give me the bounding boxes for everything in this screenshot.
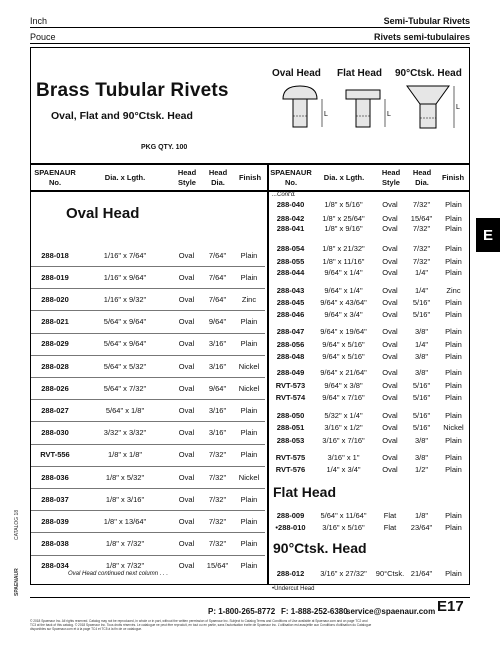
cell-dia-length: 9/64" x 1/4" <box>324 285 363 295</box>
page-subtitle: Oval, Flat and 90°Ctsk. Head <box>51 110 193 122</box>
cell-finish: Plain <box>445 410 462 420</box>
continued-note: Oval Head continued next column . . . <box>68 571 169 577</box>
cell-finish: Nickel <box>238 361 260 371</box>
table-row <box>31 444 265 466</box>
cell-dia-length: 1/8" x 5/16" <box>324 199 363 209</box>
cell-finish: Plain <box>445 452 462 462</box>
cell-part-number: RVT-575 <box>275 452 306 462</box>
cell-head-style: Oval <box>382 267 398 277</box>
spine-catalog-code: CATALOG 18 <box>14 509 20 540</box>
cell-finish: Plain <box>445 392 462 402</box>
cell-part-number: 288-018 <box>41 250 69 260</box>
cell-finish: Plain <box>445 568 462 578</box>
cell-finish: Plain <box>445 267 462 277</box>
cell-part-number: 288-055 <box>276 256 305 266</box>
cell-part-number: 288-020 <box>41 294 69 304</box>
cell-dia-length: 3/16" x 27/32" <box>320 568 367 578</box>
copyright-line-3: disponibles sur Spaenaur.com et à la page TC4 et TC5 à la fin de ce catalogue. <box>30 627 143 631</box>
section-tab-e[interactable]: E <box>476 218 500 252</box>
cell-head-dia: 5/16" <box>412 297 431 307</box>
cell-dia-length: 1/4" x 3/4" <box>326 464 361 474</box>
cell-part-number: 288-039 <box>41 516 69 526</box>
cell-part-number: RVT-576 <box>275 464 306 474</box>
cell-finish: Plain <box>445 522 462 532</box>
cell-head-dia: 1/4" <box>414 339 429 349</box>
cell-part-number: 288-042 <box>276 213 305 223</box>
cell-part-number: 288-049 <box>276 367 305 377</box>
cell-head-dia: 7/64" <box>208 294 227 304</box>
cell-finish: Plain <box>240 450 258 460</box>
cell-head-dia: 15/64" <box>206 561 229 571</box>
spine-brand: SPAENAUR <box>14 568 20 596</box>
cell-head-dia: 7/32" <box>208 539 227 549</box>
cell-finish: Plain <box>445 309 462 319</box>
cell-part-number: 288-048 <box>276 351 305 361</box>
cell-part-number: RVT-573 <box>275 380 306 390</box>
cell-part-number: 288-043 <box>276 285 305 295</box>
cell-head-style: Oval <box>382 309 398 319</box>
cell-head-dia: 7/32" <box>208 450 227 460</box>
cell-finish: Plain <box>445 243 462 253</box>
cell-head-style: Oval <box>382 435 398 445</box>
cell-dia-length: 3/32" x 3/32" <box>103 428 147 438</box>
cell-finish: Plain <box>445 326 462 336</box>
cell-dia-length: 9/64" x 1/4" <box>324 267 363 277</box>
footer-phone: P: 1-800-265-8772 <box>208 607 276 616</box>
cell-finish: Zinc <box>446 285 461 295</box>
undercut-note: •Undercut Head <box>272 586 315 592</box>
cell-dia-length: 9/64" x 5/16" <box>322 339 365 349</box>
cell-head-style: Oval <box>178 294 195 304</box>
cell-part-number: 288-054 <box>276 243 305 253</box>
cell-dia-length: 9/64" x 5/16" <box>322 351 365 361</box>
cell-dia-length: 5/64" x 1/8" <box>105 405 145 415</box>
cell-head-style: Flat <box>383 510 397 520</box>
diagram-label-oval: Oval Head <box>272 68 321 79</box>
cell-head-dia: 15/64" <box>410 213 433 223</box>
cell-finish: Plain <box>240 250 258 260</box>
cell-dia-length: 1/8" x 5/32" <box>105 472 145 482</box>
cell-finish: Plain <box>240 405 258 415</box>
table-top-rule <box>30 163 470 165</box>
cell-head-style: Oval <box>178 428 195 438</box>
cell-head-style: Oval <box>382 380 398 390</box>
cell-head-style: Oval <box>382 256 398 266</box>
cell-finish: Plain <box>240 272 258 282</box>
table-row <box>31 355 265 377</box>
cell-head-dia: 1/2" <box>414 464 429 474</box>
table-row <box>31 510 265 532</box>
cell-part-number: 288-040 <box>276 199 305 209</box>
col-header-no-right: SPAENAUR No. <box>270 168 312 187</box>
table-row <box>31 488 265 510</box>
cell-part-number: RVT-574 <box>275 392 306 402</box>
cell-finish: Plain <box>240 494 258 504</box>
cell-head-style: Oval <box>382 297 398 307</box>
cell-dia-length: 9/64" x 7/16" <box>322 392 365 402</box>
cell-head-style: Oval <box>178 383 195 393</box>
cell-head-style: Oval <box>382 422 398 432</box>
table-row <box>31 399 265 421</box>
cell-finish: Plain <box>445 367 462 377</box>
ctsk-length-label: L <box>456 104 460 111</box>
cell-dia-length: 1/8" x 11/16" <box>322 256 365 266</box>
cell-head-style: Oval <box>382 339 398 349</box>
header-unit-en: Inch <box>30 16 48 26</box>
cell-finish: Plain <box>240 339 258 349</box>
package-quantity: PKG QTY. 100 <box>141 144 188 151</box>
cell-head-dia: 7/32" <box>208 494 227 504</box>
table-row <box>269 562 469 584</box>
header-rule-1 <box>30 27 470 28</box>
cell-finish: Plain <box>240 516 258 526</box>
cell-finish: Zinc <box>241 294 257 304</box>
cell-dia-length: 5/64" x 7/32" <box>103 383 147 393</box>
diagram-label-ctsk: 90°Ctsk. Head <box>395 68 462 79</box>
cell-head-dia: 1/8" <box>414 510 429 520</box>
col-header-finish-right: Finish <box>441 173 465 182</box>
flat-head-rivet-diagram <box>343 84 393 136</box>
page-header-row-1 <box>30 16 470 26</box>
cell-head-style: Oval <box>178 561 195 571</box>
cell-finish: Plain <box>445 199 462 209</box>
cell-part-number: 288-021 <box>41 317 69 327</box>
cell-finish: Plain <box>240 428 258 438</box>
cell-dia-length: 1/16" x 9/64" <box>103 272 147 282</box>
table-row <box>269 217 469 239</box>
cell-dia-length: 9/64" x 19/64" <box>320 326 367 336</box>
cell-head-style: Oval <box>178 317 195 327</box>
cell-part-number: 288-029 <box>41 339 69 349</box>
cell-part-number: 288-009 <box>276 510 305 520</box>
cell-head-dia: 23/64" <box>410 522 433 532</box>
cell-head-dia: 7/64" <box>208 272 227 282</box>
header-rule-2 <box>30 43 470 44</box>
col-header-head-dia-right: Head Dia. <box>412 168 432 187</box>
cell-part-number: 288-036 <box>41 472 69 482</box>
cell-dia-length: 1/8" x 1/8" <box>107 450 143 460</box>
cell-dia-length: 5/64" x 5/32" <box>103 361 147 371</box>
cell-head-style: Oval <box>382 392 398 402</box>
countersunk-rivet-diagram <box>405 84 461 136</box>
cell-dia-length: 9/64" x 3/4" <box>324 309 363 319</box>
cell-finish: Plain <box>445 223 462 233</box>
oval-length-label: L <box>324 111 328 118</box>
cell-head-dia: 3/16" <box>208 428 227 438</box>
cell-head-style: Oval <box>178 272 195 282</box>
cell-head-style: Oval <box>178 405 195 415</box>
footer-fax: F: 1-888-252-6380 <box>281 607 348 616</box>
cell-part-number: 288-027 <box>41 405 69 415</box>
cell-head-style: Oval <box>178 516 195 526</box>
cell-dia-length: 9/64" x 3/8" <box>324 380 363 390</box>
copyright-line-1: © 2018 Spaenaur Inc. All rights reserved. Catalog may not be reproduced, in whole or in part, without the written permission of Spaenaur Inc. Subject to Catalog Terms and Conditions of Use available at Spaenaur.com and on page TC2 and <box>30 619 368 623</box>
cell-head-style: Oval <box>178 472 195 482</box>
table-row <box>269 458 469 480</box>
header-unit-fr: Pouce <box>30 32 56 42</box>
table-row <box>31 466 265 488</box>
cell-head-style: Flat <box>383 522 397 532</box>
section-title-ctsk: 90°Ctsk. Head <box>273 540 367 556</box>
cell-finish: Plain <box>445 510 462 520</box>
cell-head-style: Oval <box>382 410 398 420</box>
cell-head-dia: 9/64" <box>208 317 227 327</box>
cell-head-dia: 5/16" <box>412 410 431 420</box>
cell-head-dia: 7/32" <box>208 516 227 526</box>
cell-head-dia: 3/8" <box>414 367 429 377</box>
footer-rule <box>30 597 470 598</box>
cell-dia-length: 1/16" x 7/64" <box>103 250 147 260</box>
diagram-label-flat: Flat Head <box>337 68 383 79</box>
cell-dia-length: 1/16" x 9/32" <box>103 294 147 304</box>
table-row <box>269 516 469 538</box>
left-header-rule <box>30 190 267 192</box>
cell-dia-length: 1/8" x 3/16" <box>105 494 145 504</box>
cell-head-dia: 5/16" <box>412 422 431 432</box>
cell-part-number: 288-056 <box>276 339 305 349</box>
cell-finish: Plain <box>445 380 462 390</box>
cell-part-number: 288-041 <box>276 223 305 233</box>
footer-email[interactable]: service@spaenaur.com <box>346 607 436 616</box>
cell-head-style: Oval <box>382 326 398 336</box>
cell-part-number: 288-030 <box>41 428 69 438</box>
cell-dia-length: 1/8" x 13/64" <box>103 516 147 526</box>
cell-dia-length: 9/64" x 21/64" <box>320 367 367 377</box>
copyright-line-2: TC3 at the back of this catalog. © 2018 Spaenaur Inc. Tous droits réservés. Le catalogue ne peut être reproduit, en tout ou en partie, sans l'autorisation écrite de Spaenaur Inc. L'utilisation est assujettie aux Conditions d'utilisation du Catalogue <box>30 623 372 627</box>
cell-part-number: 288-051 <box>276 422 305 432</box>
cell-finish: Plain <box>240 317 258 327</box>
cell-head-dia: 5/16" <box>412 392 431 402</box>
cell-part-number: 288-026 <box>41 383 69 393</box>
header-section-fr: Rivets semi-tubulaires <box>373 32 470 42</box>
table-row <box>31 311 265 333</box>
cell-finish: Plain <box>240 561 258 571</box>
cell-head-style: Oval <box>178 250 195 260</box>
cell-part-number: 288-047 <box>276 326 305 336</box>
cell-finish: Nickel <box>238 383 260 393</box>
cell-head-dia: 3/8" <box>414 435 429 445</box>
cell-head-style: Oval <box>178 361 195 371</box>
cell-dia-length: 9/64" x 43/64" <box>320 297 367 307</box>
cell-part-number: 288-050 <box>276 410 305 420</box>
page-number: E17 <box>437 598 464 615</box>
cell-head-dia: 5/16" <box>412 309 431 319</box>
cell-head-dia: 7/32" <box>208 472 227 482</box>
cell-dia-length: 3/16" x 1" <box>327 452 360 462</box>
cell-finish: Plain <box>445 297 462 307</box>
cell-head-dia: 3/8" <box>414 452 429 462</box>
cell-part-number: 288-044 <box>276 267 305 277</box>
cell-part-number: 288-028 <box>41 361 69 371</box>
table-row <box>31 377 265 399</box>
cell-head-style: 90°Ctsk. <box>375 568 405 578</box>
cell-part-number: 288-019 <box>41 272 69 282</box>
col-header-style-right: Head Style <box>381 168 401 187</box>
col-header-style: Head Style <box>177 168 197 187</box>
cell-part-number: •288-010 <box>275 522 306 532</box>
cell-head-style: Oval <box>382 351 398 361</box>
cell-head-dia: 3/8" <box>414 326 429 336</box>
cell-head-dia: 3/16" <box>208 339 227 349</box>
cell-head-style: Oval <box>382 223 398 233</box>
cell-part-number: 288-053 <box>276 435 305 445</box>
cell-head-style: Oval <box>382 243 398 253</box>
table-row <box>31 266 265 288</box>
section-title-flat: Flat Head <box>273 484 337 500</box>
cell-dia-length: 3/16" x 1/2" <box>324 422 363 432</box>
col-header-head-dia: Head Dia. <box>208 168 228 187</box>
cell-dia-length: 3/16" x 7/16" <box>322 435 365 445</box>
cell-part-number: 288-046 <box>276 309 305 319</box>
cell-part-number: 288-012 <box>276 568 305 578</box>
cell-dia-length: 1/8" x 9/16" <box>324 223 363 233</box>
flat-length-label: L <box>387 111 391 118</box>
col-header-dia-right: Dia. x Lgth. <box>323 173 365 182</box>
cell-finish: Plain <box>445 213 462 223</box>
cell-head-style: Oval <box>178 339 195 349</box>
table-row <box>31 333 265 355</box>
cell-finish: Plain <box>445 339 462 349</box>
cell-head-dia: 7/32" <box>412 243 431 253</box>
cell-part-number: 288-038 <box>41 539 69 549</box>
table-row <box>31 422 265 444</box>
cell-part-number: RVT-556 <box>40 450 70 460</box>
cell-head-style: Oval <box>178 450 195 460</box>
section-title-oval: Oval Head <box>66 205 140 222</box>
continued-label: ...Cont'd. <box>272 192 296 198</box>
cell-dia-length: 5/64" x 11/64" <box>320 510 367 520</box>
cell-head-dia: 7/32" <box>412 199 431 209</box>
cell-dia-length: 5/64" x 9/64" <box>103 317 147 327</box>
cell-finish: Plain <box>240 539 258 549</box>
cell-head-style: Oval <box>382 464 398 474</box>
right-header-rule <box>268 190 470 192</box>
cell-head-style: Oval <box>178 539 195 549</box>
table-row <box>31 533 265 555</box>
cell-dia-length: 5/64" x 9/64" <box>103 339 147 349</box>
cell-head-dia: 9/64" <box>208 383 227 393</box>
cell-dia-length: 1/8" x 21/32" <box>322 243 365 253</box>
cell-head-style: Oval <box>382 367 398 377</box>
table-row <box>31 288 265 310</box>
cell-head-style: Oval <box>382 285 398 295</box>
oval-head-rivet-diagram <box>280 84 330 136</box>
cell-finish: Plain <box>445 464 462 474</box>
page-header-row-2 <box>30 32 470 42</box>
cell-part-number: 288-037 <box>41 494 69 504</box>
cell-head-dia: 1/4" <box>414 267 429 277</box>
col-header-no: SPAENAUR No. <box>34 168 76 187</box>
cell-dia-length: 3/16" x 5/16" <box>322 522 365 532</box>
col-header-finish: Finish <box>238 173 262 182</box>
cell-finish: Plain <box>445 435 462 445</box>
cell-head-dia: 7/32" <box>412 223 431 233</box>
cell-dia-length: 1/8" x 25/64" <box>322 213 365 223</box>
cell-head-style: Oval <box>178 494 195 504</box>
table-row <box>31 244 265 266</box>
header-section-en: Semi-Tubular Rivets <box>383 16 470 26</box>
col-header-dia: Dia. x Lgth. <box>104 173 146 182</box>
cell-dia-length: 5/32" x 1/4" <box>324 410 363 420</box>
cell-head-style: Oval <box>382 452 398 462</box>
cell-head-dia: 5/16" <box>412 380 431 390</box>
cell-part-number: 288-034 <box>41 561 69 571</box>
cell-dia-length: 1/8" x 7/32" <box>105 539 145 549</box>
cell-finish: Plain <box>445 351 462 361</box>
cell-finish: Nickel <box>238 472 260 482</box>
cell-dia-length: 1/8" x 7/32" <box>105 561 145 571</box>
cell-head-style: Oval <box>382 199 398 209</box>
cell-head-style: Oval <box>382 213 398 223</box>
cell-finish: Nickel <box>443 422 464 432</box>
cell-head-dia: 7/64" <box>208 250 227 260</box>
cell-head-dia: 1/4" <box>414 285 429 295</box>
cell-part-number: 288-045 <box>276 297 305 307</box>
page-title: Brass Tubular Rivets <box>36 80 229 101</box>
cell-head-dia: 3/8" <box>414 351 429 361</box>
cell-head-dia: 3/16" <box>208 361 227 371</box>
cell-head-dia: 7/32" <box>412 256 431 266</box>
cell-head-dia: 21/64" <box>410 568 433 578</box>
cell-finish: Plain <box>445 256 462 266</box>
cell-head-dia: 3/16" <box>208 405 227 415</box>
